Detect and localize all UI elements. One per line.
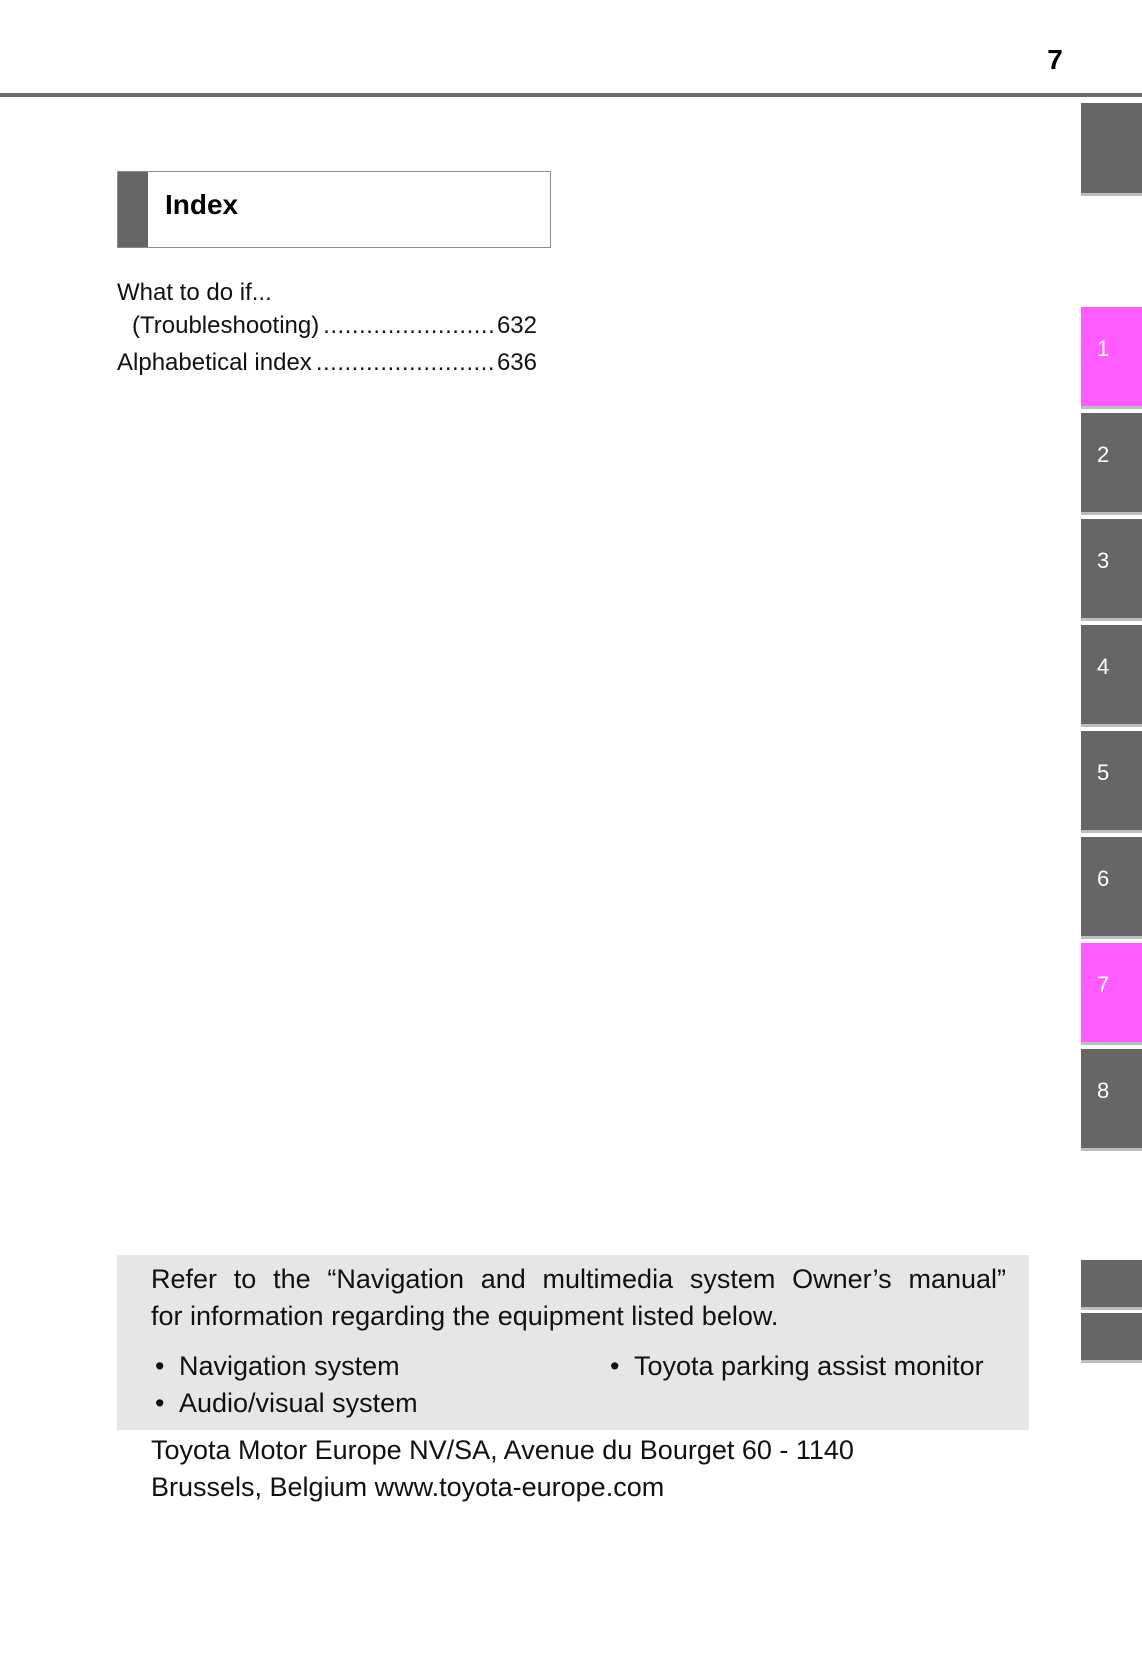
side-tab-7[interactable] xyxy=(1081,943,1142,1045)
side-tab-label: 2 xyxy=(1097,442,1110,467)
header-rule xyxy=(0,93,1142,97)
bullet-text: Toyota parking assist monitor xyxy=(634,1351,984,1381)
toc-entry-troubleshooting[interactable] xyxy=(117,276,537,342)
side-tab-label: 3 xyxy=(1097,548,1110,573)
section-title: Index xyxy=(165,189,239,220)
bullet-item xyxy=(155,1385,418,1422)
footer-line-1: Toyota Motor Europe NV/SA, Avenue du Bourget 60 - 1140 xyxy=(151,1435,854,1465)
toc-entry-page: 632 xyxy=(496,312,537,339)
bullet-text: Audio/visual system xyxy=(179,1388,418,1418)
side-tab-label: 7 xyxy=(1097,972,1110,997)
side-tab-8[interactable] xyxy=(1081,1049,1142,1151)
bullet-text: Navigation system xyxy=(179,1351,400,1381)
bullet-dot-icon: • xyxy=(155,1388,165,1418)
side-tab-label: 6 xyxy=(1097,866,1110,891)
side-tab-3[interactable] xyxy=(1081,519,1142,621)
section-heading xyxy=(117,171,551,248)
toc-entry-row xyxy=(117,309,537,342)
footer-line-2: Brussels, Belgium www.toyota-europe.com xyxy=(151,1472,665,1502)
bullet-dot-icon: • xyxy=(610,1351,620,1381)
note-line-2: for information regarding the equipment listed below. xyxy=(151,1301,779,1331)
side-tab-blank-lower-2[interactable] xyxy=(1081,1313,1142,1363)
table-of-contents xyxy=(117,276,537,379)
toc-leader-dots xyxy=(316,346,497,379)
toc-leader-dots xyxy=(323,309,497,342)
side-tab-label: 4 xyxy=(1097,654,1110,679)
note-line-1: Refer to the “Navigation and multimedia system Owner’s manual” xyxy=(151,1264,1006,1294)
side-tab-4[interactable] xyxy=(1081,625,1142,727)
side-tab-blank-top[interactable] xyxy=(1081,103,1142,196)
section-heading-bar xyxy=(118,172,148,247)
side-tab-2[interactable] xyxy=(1081,413,1142,515)
side-tab-5[interactable] xyxy=(1081,731,1142,833)
note-box xyxy=(117,1255,1029,1430)
toc-entry-alphabetical-index[interactable] xyxy=(117,346,537,379)
toc-entry-label: Alphabetical index xyxy=(117,349,312,376)
toc-entry-label: (Troubleshooting) xyxy=(132,312,320,339)
side-tab-blank-lower-1[interactable] xyxy=(1081,1260,1142,1310)
bullet-item xyxy=(610,1348,984,1385)
page-number: 7 xyxy=(1047,44,1063,75)
bullet-item xyxy=(155,1348,400,1385)
note-text xyxy=(151,1261,1006,1335)
side-tab-1[interactable] xyxy=(1081,307,1142,409)
side-tab-label: 8 xyxy=(1097,1078,1110,1103)
footer-address xyxy=(151,1432,931,1506)
side-tab-6[interactable] xyxy=(1081,837,1142,939)
side-tab-label: 5 xyxy=(1097,760,1110,785)
toc-entry-line: What to do if... xyxy=(117,279,272,306)
side-tab-label: 1 xyxy=(1097,336,1110,361)
bullet-dot-icon: • xyxy=(155,1351,165,1381)
toc-entry-page: 636 xyxy=(496,349,537,376)
